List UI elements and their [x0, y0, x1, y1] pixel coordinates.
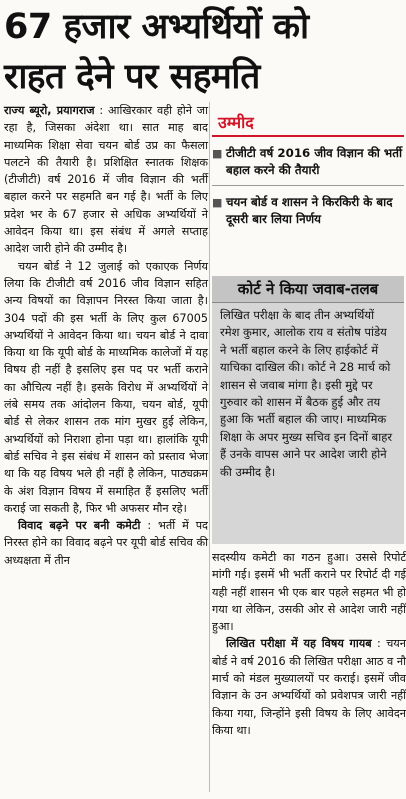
bullet-icon: ■ — [212, 196, 223, 209]
paragraph-text: : आखिरकार वही होने जा रहा है, जिसका अंदेशा था। सात माह बाद माध्यमिक शिक्षा सेवा चयन बोर्ड उप्र का फैसला पलटने की तैयारी है। प्रशिक्षित स्नातक शिक्षक (टीजीटी) वर्ष 2016 में जीव विज्ञान की भर्ती बहाल करने पर सहमति बन गई है। भर्ती के लिए प्रदेश भर के 67 हजार से अधिक अभ्यर्थियों ने आवेदन किया था। इस संबंध में अगले सप्ताह आदेश जारी होने की उम्मीद है। — [4, 104, 208, 256]
headline — [4, 2, 402, 102]
headline-line-1: 67 हजार अभ्यर्थियों को — [4, 7, 309, 47]
ummeed-title: उम्मीद — [218, 113, 254, 132]
byline: राज्य ब्यूरो, प्रयागराज — [4, 104, 95, 117]
article-paragraph — [4, 517, 208, 569]
court-box — [212, 276, 404, 544]
ummeed-rule — [212, 135, 404, 137]
article-paragraph — [4, 102, 208, 258]
ummeed-item-text: चयन बोर्ड व शासन ने किरकिरी के बाद दूसरी बार लिया निर्णय — [226, 195, 393, 226]
headline-line-2: राहत देने पर सहमति — [4, 57, 260, 97]
subhead: विवाद बढ़ने पर बनी कमेटी — [18, 519, 141, 533]
ummeed-item — [212, 194, 404, 228]
subhead: लिखित परीक्षा में यह विषय गायब — [226, 637, 372, 651]
article-paragraph: चयन बोर्ड ने 12 जुलाई को एकाएक निर्णय लिया कि टीजीटी वर्ष 2016 जीव विज्ञान सहित अन्य विषयों का विज्ञापन निरस्त किया जाता है। 304 पदों की इस भर्ती के लिए कुल 67005 अभ्यर्थियों ने आवेदन किया था। चयन बोर्ड ने दावा किया था कि यूपी बोर्ड के माध्यमिक कालेजों में यह विषय ही नहीं है इसलिए इस पद पर भर्ती कराने का औचित्य नहीं है। इसके विरोध में अभ्यर्थियों ने लंबे समय तक आंदोलन किया, चयन बोर्ड, यूपी बोर्ड से लेकर शासन तक मांग मुखर हुई लेकिन, अभ्यर्थियों को निराशा होना पड़ा था। हालांकि यूपी बोर्ड सचिव ने इस संबंध में शासन को प्रस्ताव भेजा था कि यह विषय भले ही नहीं है लेकिन, पाठ्यक्रम के अंश विज्ञान विषय में समाहित हैं इसलिए भर्ती कराई जा सकती है, फिर भी अफसर मौन रहे। — [4, 259, 208, 515]
article-paragraph — [212, 635, 406, 739]
ummeed-box — [212, 112, 404, 228]
bullet-icon: ■ — [212, 147, 223, 160]
ummeed-item-text: टीजीटी वर्ष 2016 जीव विज्ञान की भर्ती बहाल करने की तैयारी — [226, 146, 402, 177]
item-divider — [212, 185, 404, 186]
ummeed-item — [212, 145, 404, 179]
court-box-body: लिखित परीक्षा के बाद तीन अभ्यर्थियों रमेश कुमार, आलोक राय व संतोष पांडेय ने भर्ती बहाल करने के लिए हाईकोर्ट में याचिका दाखिल की। कोर्ट ने 28 मार्च को शासन से जवाब मांगा है। इसी मुद्दे पर गुरुवार को शासन में बैठक हुई और तय हुआ कि भर्ती बहाल की जाए। माध्यमिक शिक्षा के अपर मुख्य सचिव इन दिनों बाहर हैं उनके वापस आने पर आदेश जारी होने की उम्मीद है। — [220, 308, 393, 479]
bottom-column — [212, 549, 406, 739]
paragraph-text: : चयन बोर्ड ने वर्ष 2016 की लिखित परीक्षा आठ व नौ मार्च को मंडल मुख्यालयों पर कराई। इसमें जीव विज्ञान के उन अभ्यर्थियों को प्रवेशपत्र जारी नहीं किया गया, जिन्होंने इसी विषय के लिए आवेदन किया था। — [212, 637, 406, 737]
left-column — [4, 102, 208, 569]
article-paragraph: सदस्यीय कमेटी का गठन हुआ। उससे रिपोर्ट मांगी गई। इसमें भी भर्ती कराने पर रिपोर्ट दी गई यही नहीं शासन भी एक बार पहले सहमत भी हो गया था लेकिन, उसकी ओर से आदेश जारी नहीं हुआ। — [212, 551, 406, 634]
column-divider — [209, 102, 210, 792]
court-box-title: कोर्ट ने किया जवाब-तलब — [212, 276, 404, 303]
paragraph-text: : भर्ती में पद निरस्त होने का विवाद बढ़ने पर यूपी बोर्ड सचिव की अध्यक्षता में तीन — [4, 519, 208, 567]
